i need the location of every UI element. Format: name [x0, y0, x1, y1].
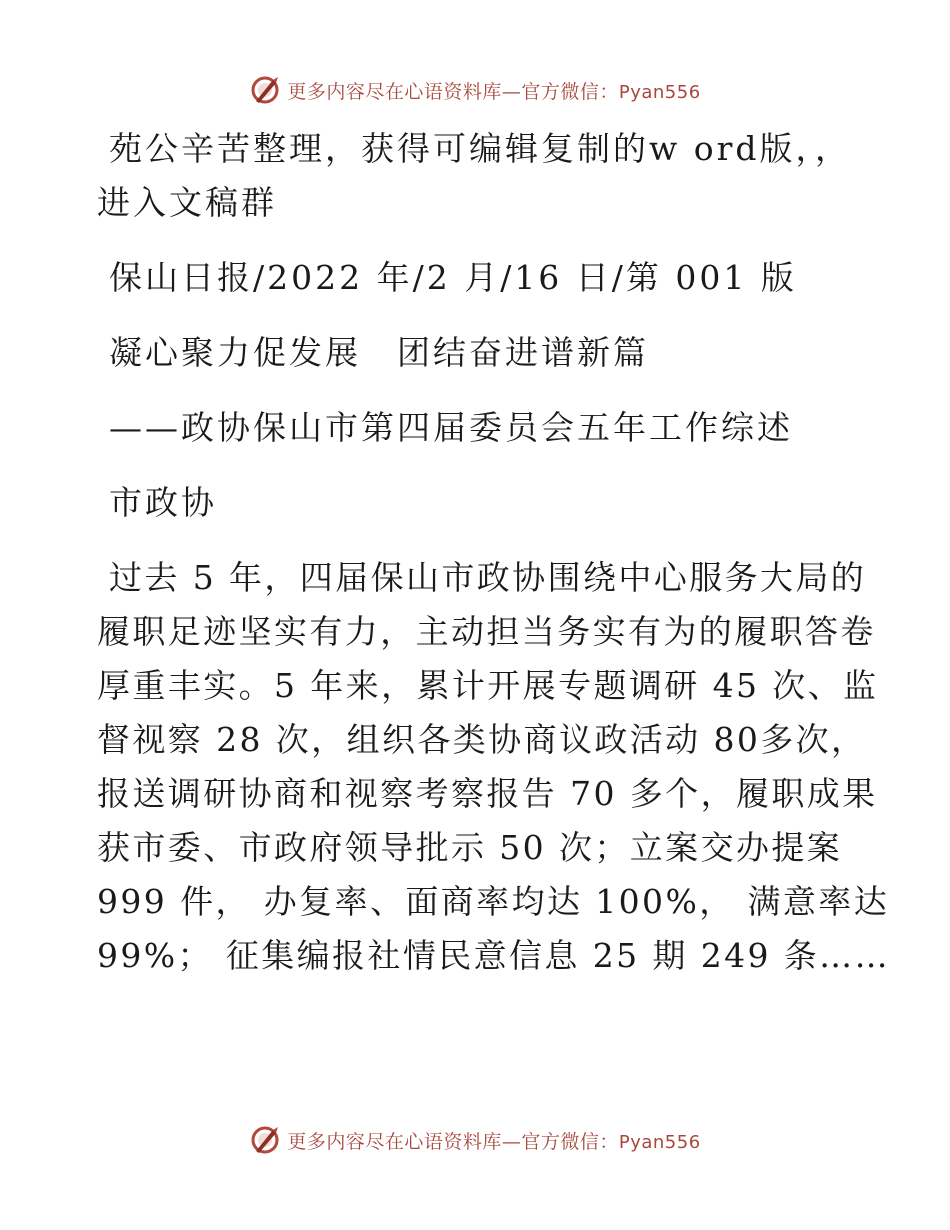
watermark-text: 更多内容尽在心语资料库—官方微信：Pyan556 [287, 80, 701, 103]
watermark-account: Pyan556 [618, 81, 701, 103]
body-line: 99%； 征集编报社情民意信息 25 期 249 条…… [97, 936, 890, 975]
headline: 凝心聚力促发展 团结奋进谱新篇 [109, 333, 649, 372]
body-line: 履职足迹坚实有力，主动担当务实有为的履职答卷 [97, 612, 876, 651]
body-line: 999 件， 办复率、面商率均达 100%， 满意率达 [97, 882, 890, 921]
body-line: 督视察 28 次，组织各类协商议政活动 80多次， [97, 720, 867, 759]
body-line: 报送调研协商和视察考察报告 70 多个，履职成果 [97, 774, 878, 813]
subtitle: ——政协保山市第四届委员会五年工作综述 [109, 408, 793, 447]
quill-pen-logo-icon [249, 74, 281, 106]
body-line: 获市委、市政府领导批示 50 次；立案交办提案 [97, 828, 843, 867]
watermark-text: 更多内容尽在心语资料库—官方微信：Pyan556 [287, 1130, 701, 1153]
intro-line: 苑公辛苦整理，获得可编辑复制的w ord版，， [109, 129, 852, 168]
watermark-banner-top [0, 70, 950, 110]
intro-note [97, 122, 857, 230]
author: 市政协 [109, 483, 217, 522]
quill-pen-logo-icon [249, 1124, 281, 1156]
source-line: 保山日报/2022 年/2 月/16 日/第 001 版 [109, 258, 797, 297]
document-body [97, 122, 890, 983]
body-line: 厚重丰实。5 年来，累计开展专题调研 45 次、监 [97, 666, 879, 705]
body-line: 过去 5 年，四届保山市政协围绕中心服务大局的 [109, 558, 867, 597]
watermark-banner-bottom [0, 1120, 950, 1160]
body-paragraph [97, 551, 890, 983]
intro-line: 进入文稿群 [97, 183, 277, 222]
watermark-account: Pyan556 [618, 1131, 701, 1153]
